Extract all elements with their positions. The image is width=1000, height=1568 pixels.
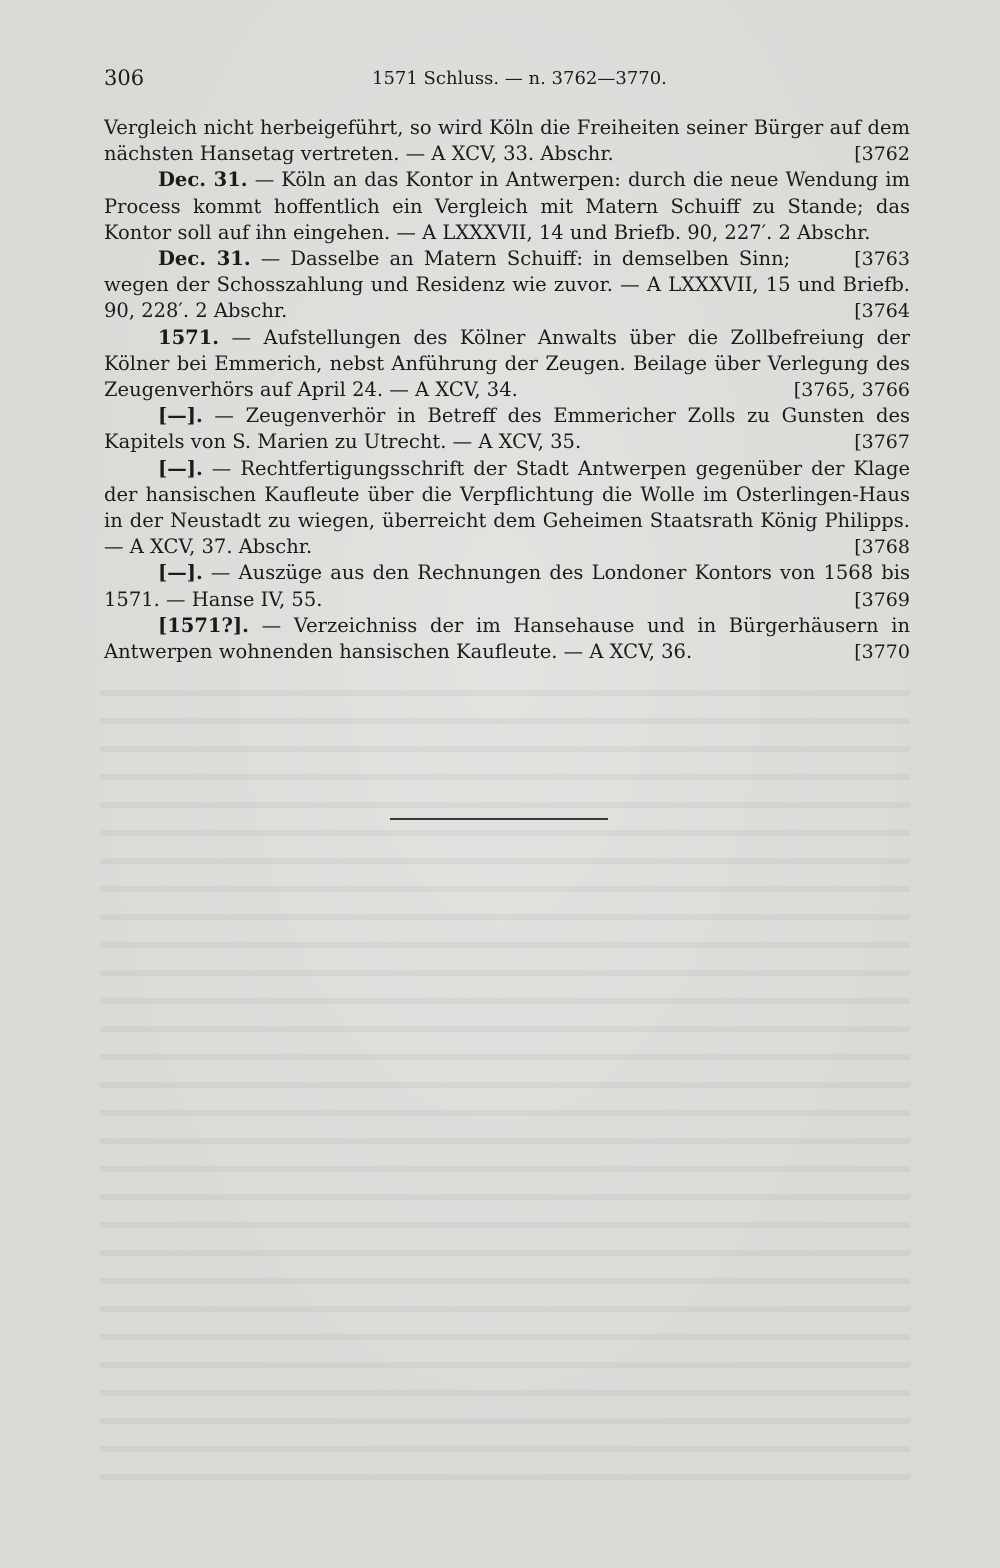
register-entry — [104, 456, 910, 561]
entry-text: — Auszüge aus den Rechnungen des Londoner Kontors von 1568 bis 1571. — Hanse IV, 55. — [104, 561, 910, 611]
entry-number: [3767 — [854, 431, 910, 454]
page-number: 306 — [104, 66, 145, 90]
entry-number: [3765, 3766 — [793, 379, 910, 402]
entry-number: [3770 — [854, 641, 910, 664]
entry-date: Dec. 31. — [158, 247, 251, 271]
register-entry — [104, 560, 910, 612]
entry-number: [3763 — [854, 248, 910, 271]
entry-date: [—]. — [158, 561, 203, 585]
entry-date: Dec. 31. — [158, 168, 248, 192]
entry-text: — Dasselbe an Matern Schuiff: in demselben Sinn; wegen der Schosszahlung und Residenz wie zuvor. — A LXXXVII, 15 und Briefb. 90, 228′. 2 Abschr. — [104, 247, 910, 323]
entry-date: [—]. — [158, 404, 203, 428]
entry-text: — Köln an das Kontor in Antwerpen: durch die neue Wendung im Process kommt hoffentlich ein Vergleich mit Matern Schuiff zu Stande; das Kontor soll auf ihn eingehen. — A LXXXVII, 14 und Briefb. 90, 227′. 2 Abschr. — [104, 168, 910, 244]
register-entry — [104, 325, 910, 404]
entry-text: — Aufstellungen des Kölner Anwalts über die Zollbefreiung der Kölner bei Emmerich, nebst Anführung der Zeugen. Beilage über Verlegung des Zeugenverhörs auf April 24. — A XCV, 34. — [104, 325, 910, 402]
page-header — [104, 66, 910, 96]
section-divider — [390, 818, 608, 820]
entry-text: — Verzeichniss der im Hansehause und in Bürgerhäusern in Antwerpen wohnenden hansischen Kaufleute. — A XCV, 36. — [104, 613, 910, 664]
register-entry — [104, 246, 910, 325]
register-entry — [104, 403, 910, 455]
entry-number: [3764 — [854, 300, 910, 323]
register-entry — [104, 167, 910, 271]
entry-date: 1571. — [158, 325, 220, 349]
entry-text: Vergleich nicht herbeigeführt, so wird Köln die Freiheiten seiner Bürger auf dem nächsten Hansetag vertreten. — A XCV, 33. Abschr. — [104, 116, 910, 166]
entry-number: [3769 — [854, 588, 910, 611]
register-entry — [104, 613, 910, 665]
show-through-texture — [100, 690, 910, 1490]
register-entries — [104, 115, 910, 665]
running-head: 1571 Schluss. — n. 3762—3770. — [372, 68, 667, 89]
entry-date: [1571?]. — [158, 613, 249, 637]
entry-number: [3762 — [854, 143, 910, 166]
entry-number: [3768 — [854, 536, 910, 559]
entry-text: — Rechtfertigungsschrift der Stadt Antwerpen gegenüber der Klage der hansischen Kaufleute über die Verpflichtung die Wolle im Osterlingen-Haus in der Neustadt zu wiegen, überreicht dem Geheimen Staatsrath König Philipps. — A XCV, 37. Abschr. — [104, 456, 910, 559]
entry-text: — Zeugenverhör in Betreff des Emmericher Zolls zu Gunsten des Kapitels von S. Marien zu Utrecht. — A XCV, 35. — [104, 404, 910, 454]
register-entry — [104, 115, 910, 167]
entry-date: [—]. — [158, 456, 203, 480]
